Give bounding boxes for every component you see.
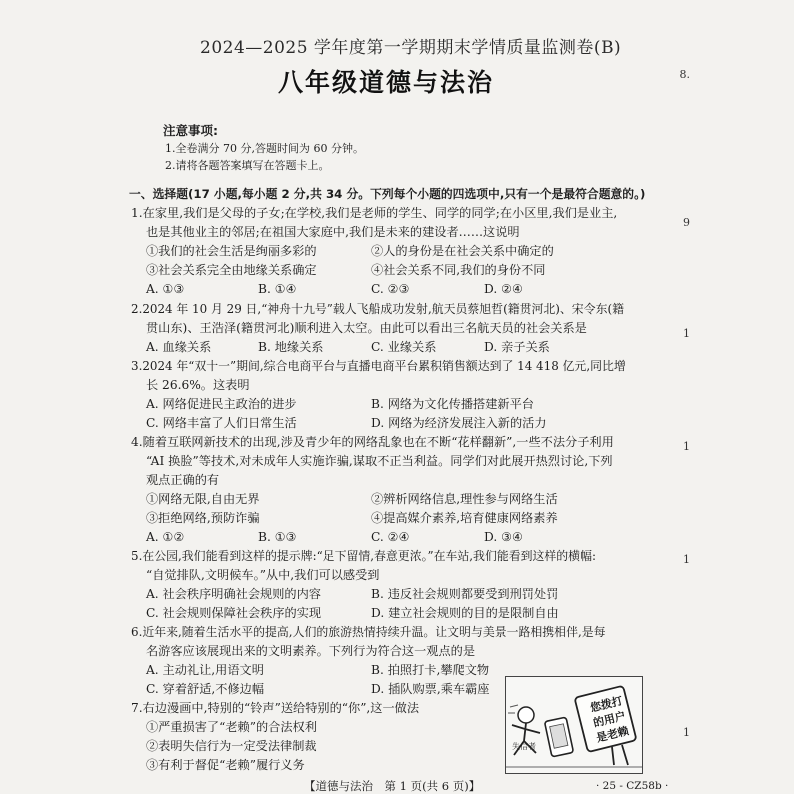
q4-statement: ④提高媒介素养,培育健康网络素养 (371, 511, 558, 525)
question-4-line: “AI 换脸”等技术,对未成年人实施诈骗,谋取不正当利益。同学们对此展开热烈讨论,下列 (146, 454, 613, 468)
question-6-line: 6.近年来,随着生活水平的提高,人们的旅游热情持续升温。让文明与美景一路相携相伴,是每 (131, 625, 606, 639)
question-5-line: “自觉排队,文明候车。”从中,我们可以感受到 (146, 568, 380, 582)
margin-mark: 8. (679, 68, 690, 81)
q3-option-c: C. 网络丰富了人们日常生活 (146, 416, 297, 430)
q1-option-d: D. ②④ (484, 282, 523, 296)
notice-title: 注意事项: (163, 123, 218, 138)
q5-option-d: D. 建立社会规则的目的是限制自由 (371, 606, 559, 620)
question-4-line: 4.随着互联网新技术的出现,涉及青少年的网络乱象也在不断“花样翻新”,一些不法分子利用 (131, 435, 614, 449)
q6-option-a: A. 主动礼让,用语文明 (146, 663, 264, 677)
q4-statement: ②辨析网络信息,理性参与网络生活 (371, 492, 558, 506)
q4-option-b: B. ①③ (258, 530, 297, 544)
q3-option-b: B. 网络为文化传播搭建新平台 (371, 397, 534, 411)
question-2-line: 2.2024 年 10 月 29 日,“神舟十九号”载人飞船成功发射,航天员蔡旭哲(籍贯河北)、宋令东(籍 (131, 302, 625, 316)
q7-statement: ①严重损害了“老赖”的合法权利 (146, 720, 317, 734)
question-1-line: 也是其他业主的邻居;在祖国大家庭中,我们是未来的建设者……这说明 (146, 225, 520, 239)
q6-option-c: C. 穿着舒适,不修边幅 (146, 682, 265, 696)
margin-mark: 1 (683, 553, 690, 566)
subject-title: 八年级道德与法治 (278, 68, 495, 97)
notice-item: 2.请将各题答案填写在答题卡上。 (165, 159, 330, 172)
notice-item: 1.全卷满分 70 分,答题时间为 60 分钟。 (165, 142, 364, 155)
footer-page-info: 【道德与法治 第 1 页(共 6 页)】 (304, 779, 481, 793)
q4-option-c: C. ②④ (371, 530, 410, 544)
margin-mark: 1 (683, 327, 690, 340)
question-5-line: 5.在公园,我们能看到这样的提示牌:“足下留情,春意更浓。”在车站,我们能看到这样的横幅: (131, 549, 596, 563)
q6-option-d: D. 插队购票,乘车霸座 (371, 682, 490, 696)
q2-option-b: B. 地缘关系 (258, 340, 324, 354)
question-2-line: 贯山东)、王浩泽(籍贯河北)顺利进入太空。由此可以看出三名航天员的社会关系是 (146, 321, 587, 335)
q4-statement: ③拒绝网络,预防诈骗 (146, 511, 260, 525)
q1-statement: ①我们的社会生活是绚丽多彩的 (146, 244, 317, 258)
margin-mark: 1 (683, 726, 690, 739)
cartoon-sign-line: 的用户 (591, 709, 628, 730)
q5-option-c: C. 社会规则保障社会秩序的实现 (146, 606, 322, 620)
q2-option-a: A. 血缘关系 (146, 340, 212, 354)
cartoon-character-label: 失信者 (512, 742, 536, 751)
cartoon-sign-line: 是老赖 (594, 724, 631, 745)
q1-option-c: C. ②③ (371, 282, 410, 296)
question-7-line: 7.右边漫画中,特别的“铃声”送给特别的“你”,这一做法 (131, 701, 420, 715)
cartoon-sign-line: 您拨打 (588, 694, 625, 715)
question-3-line: 长 26.6%。这表明 (146, 378, 250, 392)
q2-option-c: C. 业缘关系 (371, 340, 437, 354)
q1-option-b: B. ①④ (258, 282, 297, 296)
section-heading: 一、选择题(17 小题,每小题 2 分,共 34 分。下列每个小题的四选项中,只有一个是最符合题意的。) (129, 187, 646, 201)
q4-option-a: A. ①② (146, 530, 185, 544)
question-1-line: 1.在家里,我们是父母的子女;在学校,我们是老师的学生、同学的同学;在小区里,我们是业主, (131, 206, 618, 220)
exam-title: 2024—2025 学年度第一学期期末学情质量监测卷(B) (200, 38, 622, 58)
question-6-line: 名游客应该展现出来的文明素养。下列行为符合这一观点的是 (146, 644, 476, 658)
q6-option-b: B. 拍照打卡,攀爬文物 (371, 663, 490, 677)
q7-statement: ③有利于督促“老赖”履行义务 (146, 758, 305, 772)
q3-option-a: A. 网络促进民主政治的进步 (146, 397, 297, 411)
q5-option-b: B. 违反社会规则都要受到刑罚处罚 (371, 587, 559, 601)
q3-option-d: D. 网络为经济发展注入新的活力 (371, 416, 547, 430)
q1-option-a: A. ①③ (146, 282, 185, 296)
q4-option-d: D. ③④ (484, 530, 523, 544)
q2-option-d: D. 亲子关系 (484, 340, 550, 354)
q5-option-a: A. 社会秩序明确社会规则的内容 (146, 587, 321, 601)
question-4-line: 观点正确的有 (146, 473, 220, 487)
q1-statement: ③社会关系完全由地缘关系确定 (146, 263, 317, 277)
question-3-line: 3.2024 年“双十一”期间,综合电商平台与直播电商平台累积销售额达到了 14 418 亿元,同比增 (131, 359, 626, 373)
margin-mark: 1 (683, 440, 690, 453)
q4-statement: ①网络无限,自由无界 (146, 492, 260, 506)
q7-statement: ②表明失信行为一定受法律制裁 (146, 739, 317, 753)
footer-code: · 25 - CZ58b · (596, 780, 669, 792)
cartoon-illustration (505, 676, 643, 774)
q1-statement: ④社会关系不同,我们的身份不同 (371, 263, 546, 277)
margin-mark: 9 (683, 216, 690, 229)
q1-statement: ②人的身份是在社会关系中确定的 (371, 244, 554, 258)
